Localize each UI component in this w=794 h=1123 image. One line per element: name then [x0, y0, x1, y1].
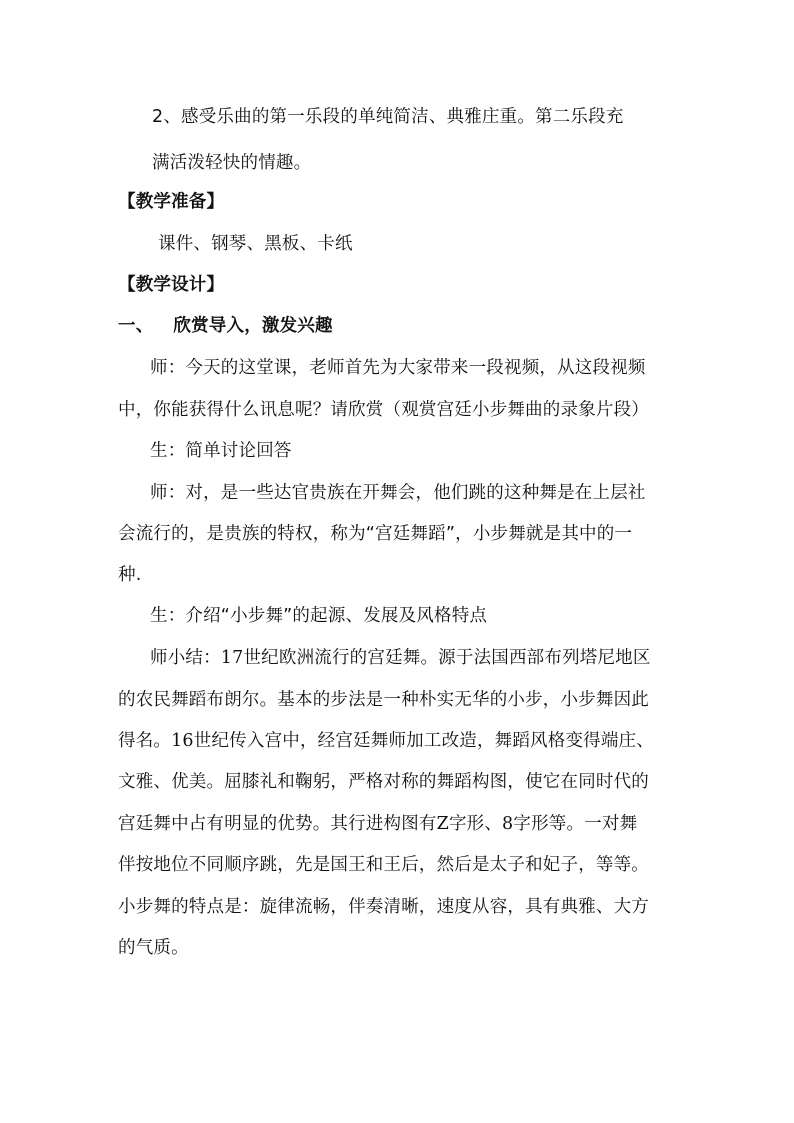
preparation-heading: 【教学准备】 [118, 192, 225, 212]
summary-line-7: 小步舞的特点是：旋律流畅，伴奏清晰，速度从容，具有典雅、大方 [118, 897, 649, 917]
summary-line-6: 伴按地位不同顺序跳，先是国王和王后，然后是太子和妃子，等等。 [118, 855, 649, 875]
design-heading: 【教学设计】 [118, 275, 225, 295]
teacher-dialogue-1-line-1: 师：今天的这堂课，老师首先为大家带来一段视频，从这段视频 [150, 358, 646, 378]
summary-line-2: 的农民舞蹈布朗尔。基本的步法是一种朴实无华的小步，小步舞因此 [118, 690, 649, 710]
summary-line-3: 得名。16世纪传入宫中，经宫廷舞师加工改造，舞蹈风格变得端庄、 [118, 731, 654, 751]
preparation-items: 课件、钢琴、黑板、卡纸 [158, 234, 353, 254]
summary-line-1: 师小结：17世纪欧洲流行的宫廷舞。源于法国西部布列塔尼地区 [150, 648, 651, 668]
objective-line-2: 满活泼轻快的情趣。 [152, 153, 312, 173]
teacher-dialogue-2-line-1: 师：对，是一些达官贵族在开舞会，他们跳的这种舞是在上层社 [150, 483, 646, 503]
section-number: 一、 [118, 316, 154, 336]
summary-line-8: 的气质。 [118, 938, 189, 958]
summary-line-4: 文雅、优美。屈膝礼和鞠躬，严格对称的舞蹈构图，使它在同时代的 [118, 772, 649, 792]
section-title: 欣赏导入，激发兴趣 [173, 316, 333, 336]
teacher-dialogue-1-line-2: 中，你能获得什么讯息呢？请欣赏（观赏宫廷小步舞曲的录象片段） [118, 400, 649, 420]
section-heading [118, 314, 333, 338]
student-response-2: 生：介绍“小步舞”的起源、发展及风格特点 [150, 606, 488, 626]
summary-line-5: 宫廷舞中占有明显的优势。其行进构图有Z字形、8字形等。一对舞 [118, 814, 638, 834]
objective-line-1: 2、感受乐曲的第一乐段的单纯简洁、典雅庄重。第二乐段充 [152, 107, 624, 127]
teacher-dialogue-2-line-2: 会流行的，是贵族的特权，称为“宫廷舞蹈”，小步舞就是其中的一 [118, 524, 633, 544]
teacher-dialogue-2-line-3: 种. [118, 565, 142, 585]
student-response-1: 生：简单讨论回答 [150, 441, 292, 461]
